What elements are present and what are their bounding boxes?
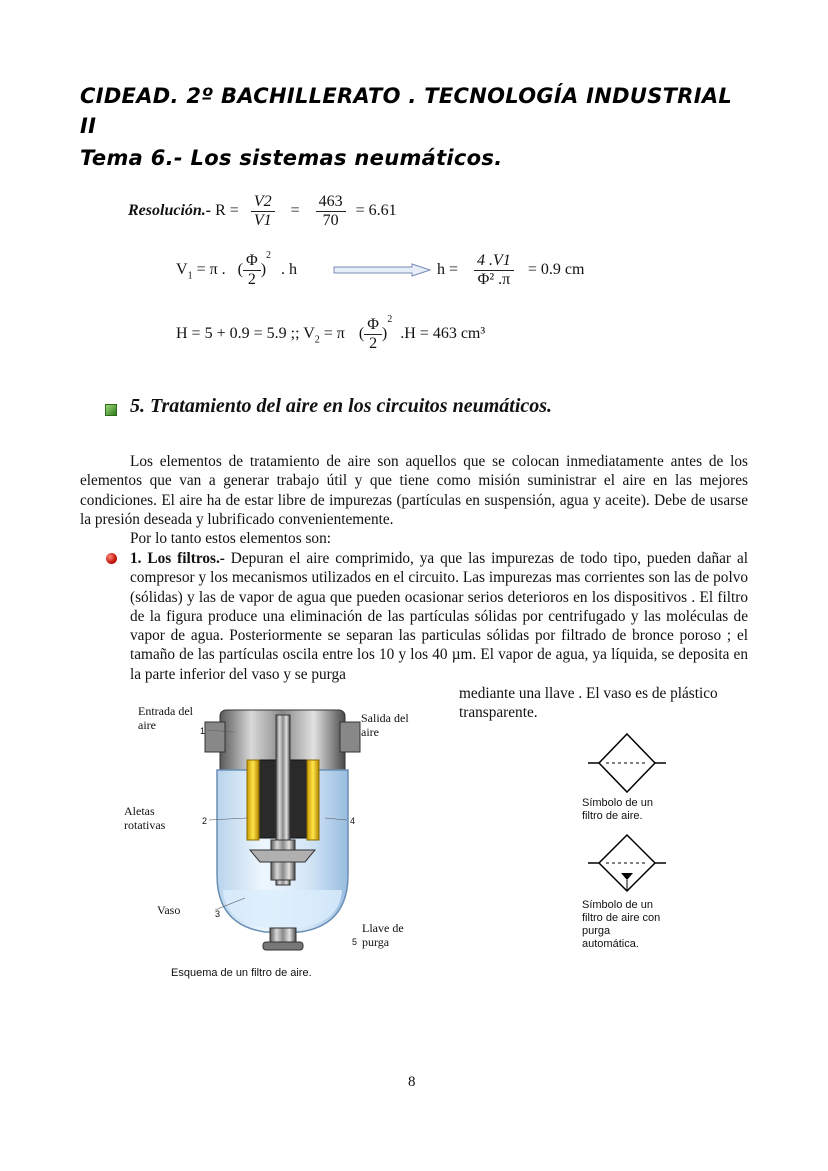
- v1-symbol: V: [176, 261, 188, 279]
- resolution-label: Resolución.-: [128, 202, 212, 220]
- number-5: 5: [352, 937, 358, 947]
- list-item-continuation: mediante una llave . El vaso es de plástico transparente.: [459, 685, 718, 722]
- header-topic: Tema 6.- Los sistemas neumáticos.: [80, 146, 503, 170]
- label-vaso: Vaso: [157, 903, 181, 917]
- r-lhs: R =: [215, 202, 239, 220]
- paragraph-list-intro: Por lo tanto estos elementos son:: [130, 530, 331, 547]
- filter-autodrain-symbol-icon: [588, 833, 666, 895]
- v2-subscript: 2: [314, 334, 320, 346]
- two-denominator-2: 2: [369, 335, 378, 352]
- header-title-line2: II: [80, 114, 97, 138]
- phi-half-fraction-2: [364, 316, 382, 353]
- exponent-2: 2: [266, 249, 272, 261]
- v-numerator: 463: [316, 193, 346, 212]
- v1-subscript: 1: [187, 270, 193, 282]
- air-filter-diagram: [195, 700, 370, 965]
- number-3: 3: [215, 909, 221, 919]
- line3-part-c: .H = 463 cm³: [400, 325, 486, 343]
- list-item-filtros: [130, 549, 748, 685]
- h-fraction: [474, 252, 514, 289]
- resolution-line-2: $V_1 = \pi$ . ( $\frac{\Phi}{2}$ )$^2$ . h: [176, 249, 298, 288]
- section-title: 5. Tratamiento del aire en los circuitos neumáticos.: [130, 395, 553, 417]
- bullet-square-icon: [105, 404, 117, 416]
- line3-part-a: H = 5 + 0.9 = 5.9 ;; V: [176, 325, 315, 343]
- two-denominator: 2: [247, 271, 256, 288]
- page-number: 8: [408, 1074, 416, 1090]
- symbol-caption-2: Símbolo de un filtro de aire con purga automática.: [582, 899, 661, 950]
- number-2: 2: [202, 816, 208, 826]
- h-equation: [437, 252, 584, 289]
- h-numerator: 4 .V1: [474, 252, 514, 271]
- phi-numerator: Φ: [243, 252, 261, 271]
- bullet-circle-icon: [106, 553, 117, 564]
- arrow-icon: [332, 263, 432, 277]
- label-salida: Salida del aire: [361, 711, 409, 739]
- line3-part-b: = π: [323, 325, 345, 343]
- v-denominator: 70: [322, 212, 339, 229]
- label-entrada: Entrada del aire: [138, 704, 193, 732]
- dot-h: . h: [281, 261, 298, 279]
- item-text: Depuran el aire comprimido, ya que las impurezas de todo tipo, pueden dañar al compresor y los mecanismos utilizados en el circuito. Las impurezas mas corrientes son las de polvo (sólidas) y las de vapor de agua que pueden ocasionar serios deterioros en los dispositivos . El filtro de la figura produce una eliminación de las partículas sólidas por centrifugado y las moléculas de vapor de agua. Posteriormente se separan las particulas sólidas por filtrado de bronce poroso ; el tamaño de las partículas oscila entre los 10 y los 40 µm. El vapor de agua, ya líquida, se deposita en la parte inferior del vaso y se purga: [130, 550, 748, 683]
- figure-caption: Esquema de un filtro de aire.: [171, 967, 312, 979]
- symbol-caption-1: Símbolo de un filtro de aire.: [582, 797, 653, 822]
- h-lhs: h =: [437, 261, 459, 279]
- r-numerator: V2: [251, 193, 275, 212]
- number-1: 1: [200, 726, 206, 736]
- header-title-line1: CIDEAD. 2º BACHILLERATO . TECNOLOGÍA INDUSTRIAL: [80, 84, 733, 108]
- paragraph-intro: Los elementos de tratamiento de aire son aquellos que se colocan inmediatamente antes de los elementos que van a generar trabajo útil y que tiene como misión suministrar el aire en las mejores condiciones. El aire ha de estar libre de impurezas (partículas en suspensión, agua y aceite). Debe de usarse la presión deseada y lubrificado convenientemente.: [80, 453, 748, 528]
- r-denominator: V1: [253, 212, 272, 229]
- number-4: 4: [350, 816, 356, 826]
- resolution-line-3: H = 5 + 0.9 = 5.9 ;; $V_2 = \pi$ ( $\frac{\Phi}{2}$ )$^2$ .H = 463 cm³: [176, 313, 486, 352]
- equals-sign: =: [290, 202, 300, 220]
- exponent-2b: 2: [387, 313, 393, 325]
- v-fraction: [316, 193, 346, 230]
- h-denominator: Φ² .π: [477, 271, 511, 288]
- v1-equals-pi: = π .: [196, 261, 226, 279]
- label-aletas: Aletas rotativas: [124, 804, 166, 832]
- label-llave: Llave de purga: [362, 921, 404, 949]
- resolution-line-1: [128, 193, 397, 230]
- phi-numerator-2: Φ: [364, 316, 382, 335]
- filter-symbol-icon: [588, 730, 666, 796]
- r-fraction: [251, 193, 275, 230]
- phi-half-fraction: [243, 252, 261, 289]
- r-result: = 6.61: [355, 202, 397, 220]
- h-result: = 0.9 cm: [527, 261, 585, 279]
- item-title: 1. Los filtros.-: [130, 550, 225, 567]
